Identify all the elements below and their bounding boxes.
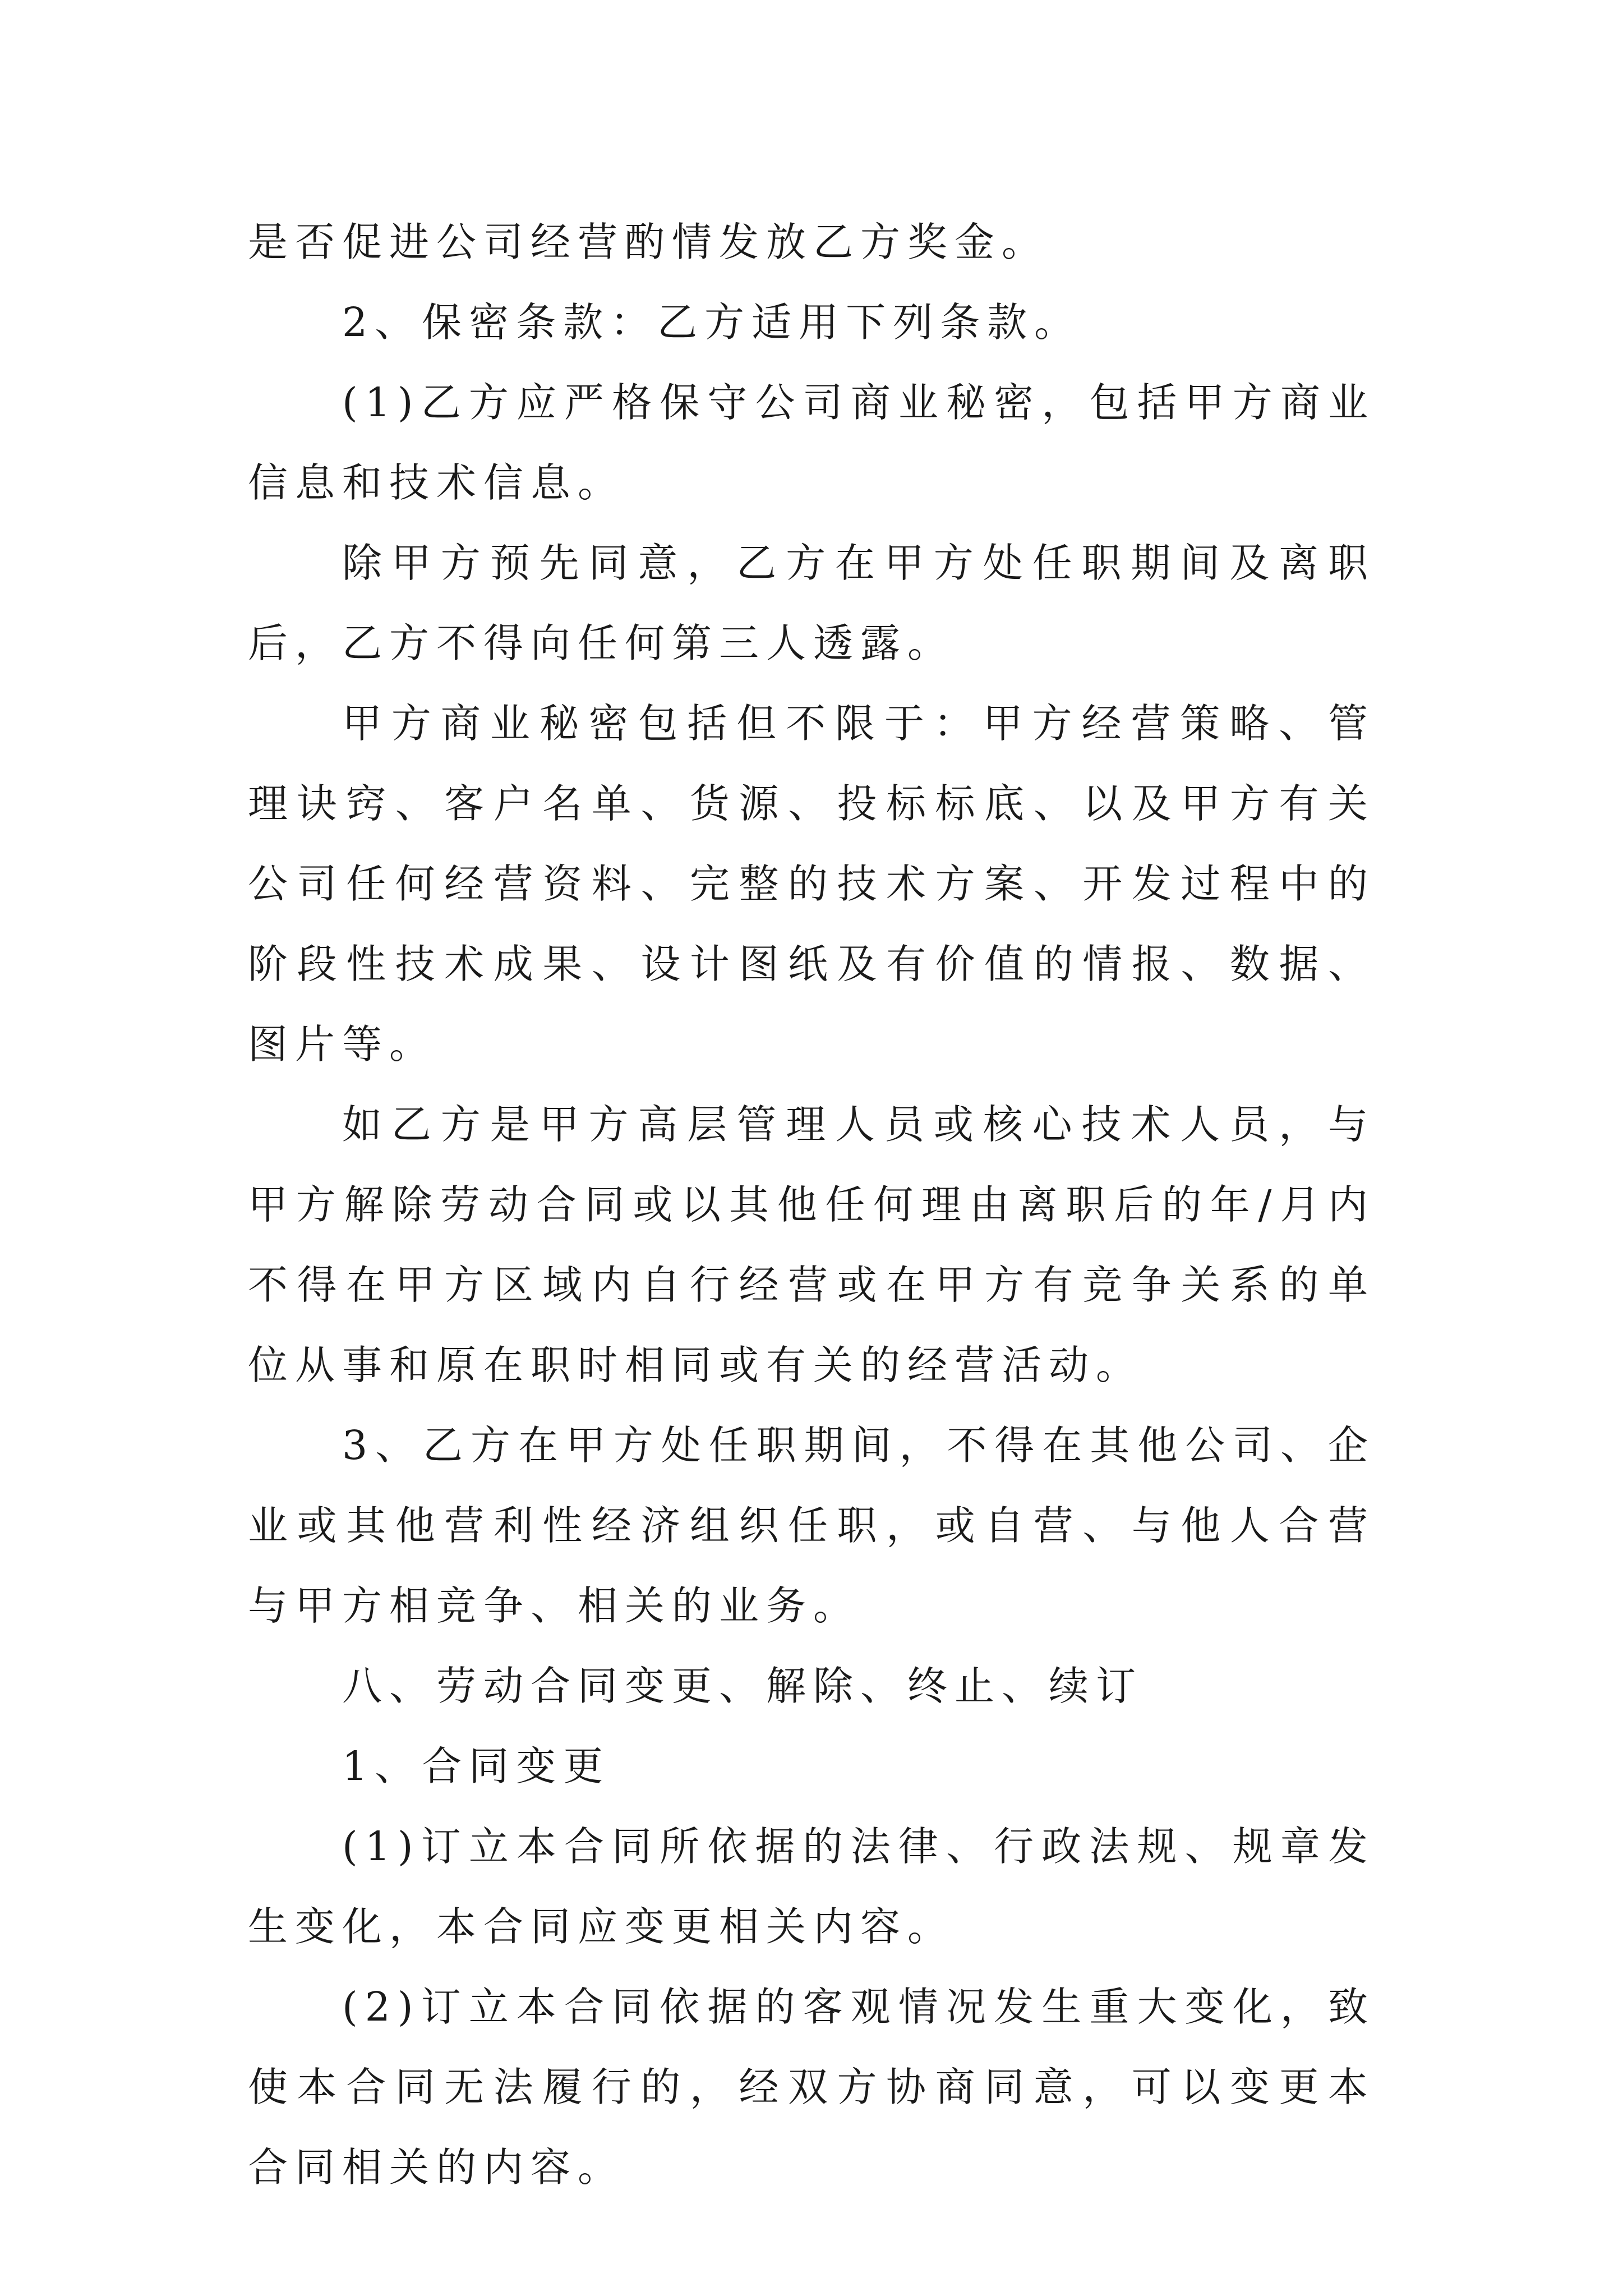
paragraph-no-outside-employment: 3、乙方在甲方处任职期间，不得在其他公司、企业或其他营利性经济组织任职，或自营、与他人合营与甲方相竞争、相关的业务。	[248, 1422, 1375, 1629]
paragraph-non-disclosure: 除甲方预先同意，乙方在甲方处任职期间及离职后，乙方不得向任何第三人透露。	[248, 540, 1375, 666]
paragraph-trade-secret-scope: 甲方商业秘密包括但不限于：甲方经营策略、管理诀窍、客户名单、货源、投标标底、以及甲方有关公司任何经营资料、完整的技术方案、开发过程中的阶段性技术成果、设计图纸及有价值的情报、数据、图片等。	[248, 700, 1375, 1068]
paragraph-confidentiality-clause: 2、保密条款：乙方适用下列条款。	[342, 299, 1082, 346]
subheading-contract-amendment: 1、合同变更	[342, 1743, 611, 1789]
paragraph-bonus-continuation: 是否促进公司经营酌情发放乙方奖金。	[248, 219, 1049, 265]
paragraph-legal-change: (1)订立本合同所依据的法律、行政法规、规章发生变化，本合同应变更相关内容。	[248, 1823, 1375, 1950]
section-heading-contract-changes: 八、劳动合同变更、解除、终止、续订	[342, 1663, 1144, 1709]
document-body	[248, 202, 1375, 2207]
paragraph-circumstance-change: (2)订立本合同依据的客观情况发生重大变化，致使本合同无法履行的，经双方协商同意，可以变更本合同相关的内容。	[248, 1984, 1375, 2191]
paragraph-non-compete: 如乙方是甲方高层管理人员或核心技术人员，与甲方解除劳动合同或以其他任何理由离职后的年/月内不得在甲方区域内自行经营或在甲方有竞争关系的单位从事和原在职时相同或有关的经营活动。	[248, 1101, 1375, 1388]
paragraph-trade-secret-obligation: (1)乙方应严格保守公司商业秘密，包括甲方商业信息和技术信息。	[248, 379, 1375, 506]
